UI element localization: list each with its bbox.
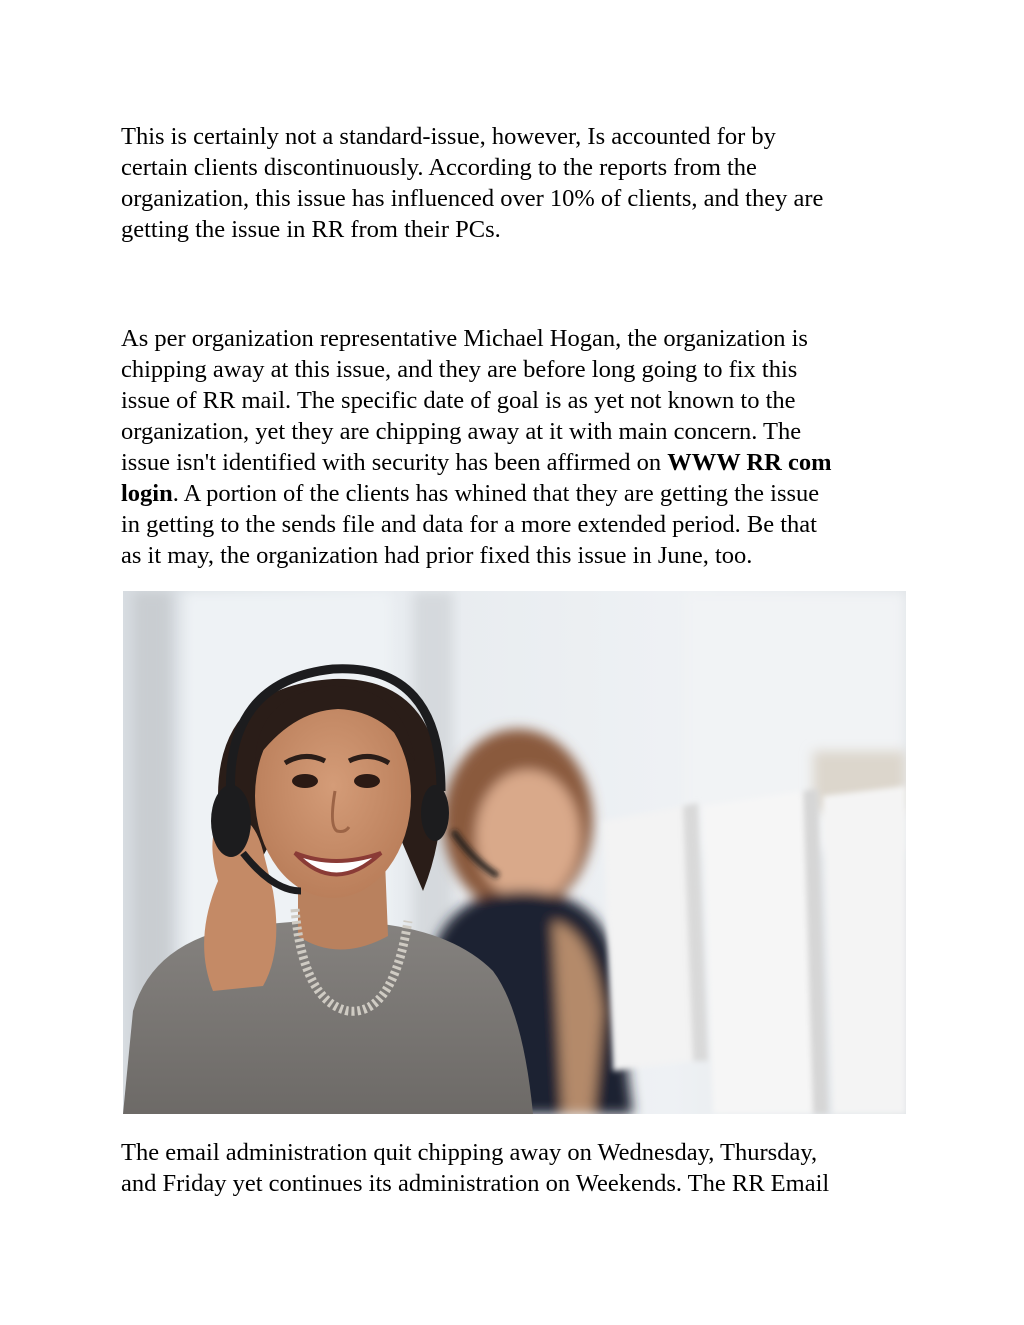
paragraph-intro	[121, 121, 921, 245]
text-line: organization, yet they are chipping away at it with main concern. The	[121, 418, 802, 445]
text-line: As per organization representative Michael Hogan, the organization is	[121, 325, 808, 352]
text-line: organization, this issue has influenced over 10% of clients, and they are	[121, 185, 824, 212]
text-line: certain clients discontinuously. According to the reports from the	[121, 154, 757, 181]
text-line: The email administration quit chipping away on Wednesday, Thursday,	[121, 1139, 818, 1166]
text-line: issue of RR mail. The specific date of goal is as yet not known to the	[121, 387, 796, 414]
headset-earcup	[421, 785, 449, 841]
text-line: getting the issue in RR from their PCs.	[121, 216, 501, 243]
text-line: and Friday yet continues its administration on Weekends. The RR Email	[121, 1170, 830, 1197]
text-line	[121, 447, 921, 478]
agent-eye	[292, 774, 318, 788]
bold-keyword: WWW RR com	[667, 449, 832, 476]
text-line: as it may, the organization had prior fixed this issue in June, too.	[121, 542, 753, 569]
text-line: This is certainly not a standard-issue, however, Is accounted for by	[121, 123, 776, 150]
text-line	[121, 478, 921, 509]
text-line: chipping away at this issue, and they are before long going to fix this	[121, 356, 798, 383]
call-center-agent-photo	[123, 591, 906, 1114]
monitor-row	[603, 786, 906, 1114]
text-line: in getting to the sends file and data for a more extended period. Be that	[121, 511, 817, 538]
agent-eye	[354, 774, 380, 788]
bold-keyword: login	[121, 480, 173, 507]
text-run: issue isn't identified with security has been affirmed on	[121, 449, 668, 476]
text-run: . A portion of the clients has whined that they are getting the issue	[172, 480, 820, 507]
headset-earcup	[211, 785, 251, 857]
paragraph-service-hours	[121, 1137, 921, 1199]
paragraph-representative	[121, 323, 921, 571]
